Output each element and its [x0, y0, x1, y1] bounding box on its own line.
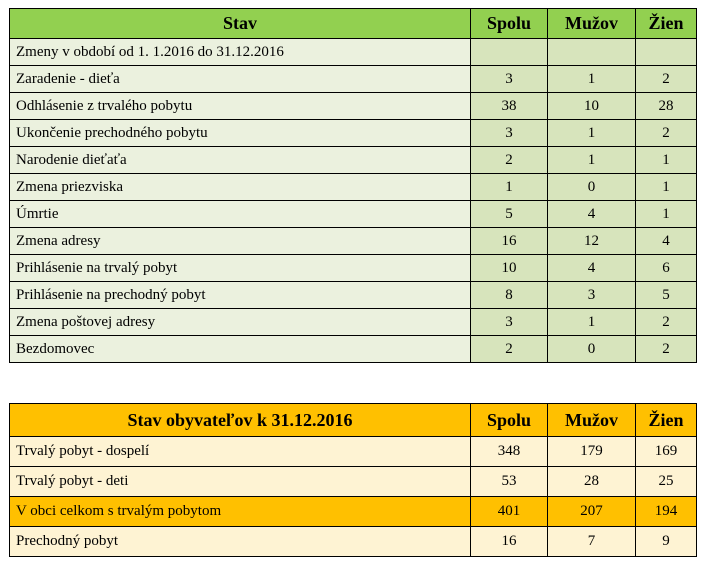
cell-muzov: 0	[548, 174, 636, 201]
changes-table	[9, 8, 697, 363]
cell-muzov: 3	[548, 282, 636, 309]
population-table-header	[10, 404, 697, 437]
row-label: Narodenie dieťaťa	[10, 147, 471, 174]
cell-spolu: 16	[471, 228, 548, 255]
cell-muzov: 10	[548, 93, 636, 120]
cell-muzov: 0	[548, 336, 636, 363]
cell-spolu: 2	[471, 336, 548, 363]
table-row	[10, 527, 697, 557]
table-row	[10, 66, 697, 93]
table-row	[10, 467, 697, 497]
cell-zien: 9	[636, 527, 697, 557]
cell-zien	[636, 39, 697, 66]
row-label: Odhlásenie z trvalého pobytu	[10, 93, 471, 120]
cell-zien: 1	[636, 147, 697, 174]
cell-spolu	[471, 39, 548, 66]
cell-zien: 2	[636, 120, 697, 147]
row-label: Zmena poštovej adresy	[10, 309, 471, 336]
row-label: Úmrtie	[10, 201, 471, 228]
cell-zien: 169	[636, 437, 697, 467]
table-row	[10, 93, 697, 120]
header-stav-obyvatelov: Stav obyvateľov k 31.12.2016	[10, 404, 471, 437]
cell-spolu: 38	[471, 93, 548, 120]
cell-zien: 6	[636, 255, 697, 282]
table-row	[10, 437, 697, 467]
row-label: Trvalý pobyt - dospelí	[10, 437, 471, 467]
cell-spolu: 3	[471, 120, 548, 147]
table-row	[10, 120, 697, 147]
cell-zien: 194	[636, 497, 697, 527]
table-row	[10, 282, 697, 309]
cell-spolu: 16	[471, 527, 548, 557]
row-label: Zmena adresy	[10, 228, 471, 255]
header-spolu: Spolu	[471, 404, 548, 437]
table-row	[10, 309, 697, 336]
row-label: Zmena priezviska	[10, 174, 471, 201]
changes-table-header	[10, 9, 697, 39]
table-row	[10, 228, 697, 255]
cell-spolu: 8	[471, 282, 548, 309]
cell-zien: 4	[636, 228, 697, 255]
cell-muzov: 4	[548, 255, 636, 282]
header-muzov: Mužov	[548, 9, 636, 39]
cell-muzov: 179	[548, 437, 636, 467]
row-label: Prihlásenie na prechodný pobyt	[10, 282, 471, 309]
cell-muzov	[548, 39, 636, 66]
cell-zien: 2	[636, 309, 697, 336]
row-label: Zaradenie - dieťa	[10, 66, 471, 93]
cell-muzov: 28	[548, 467, 636, 497]
table-row	[10, 39, 697, 66]
cell-zien: 2	[636, 66, 697, 93]
header-zien: Žien	[636, 404, 697, 437]
table-row	[10, 336, 697, 363]
header-spolu: Spolu	[471, 9, 548, 39]
table-row-total	[10, 497, 697, 527]
cell-muzov: 1	[548, 120, 636, 147]
cell-spolu: 3	[471, 66, 548, 93]
cell-spolu: 53	[471, 467, 548, 497]
row-label: V obci celkom s trvalým pobytom	[10, 497, 471, 527]
cell-zien: 2	[636, 336, 697, 363]
cell-zien: 1	[636, 201, 697, 228]
header-muzov: Mužov	[548, 404, 636, 437]
row-label: Bezdomovec	[10, 336, 471, 363]
cell-muzov: 7	[548, 527, 636, 557]
cell-spolu: 3	[471, 309, 548, 336]
row-label: Ukončenie prechodného pobytu	[10, 120, 471, 147]
cell-zien: 25	[636, 467, 697, 497]
cell-spolu: 10	[471, 255, 548, 282]
cell-spolu: 2	[471, 147, 548, 174]
cell-muzov: 4	[548, 201, 636, 228]
table-row	[10, 255, 697, 282]
table-row	[10, 147, 697, 174]
row-label: Trvalý pobyt - deti	[10, 467, 471, 497]
cell-spolu: 5	[471, 201, 548, 228]
row-label: Prihlásenie na trvalý pobyt	[10, 255, 471, 282]
table-row	[10, 201, 697, 228]
cell-muzov: 207	[548, 497, 636, 527]
cell-muzov: 1	[548, 66, 636, 93]
header-stav: Stav	[10, 9, 471, 39]
cell-muzov: 1	[548, 147, 636, 174]
row-label: Prechodný pobyt	[10, 527, 471, 557]
cell-zien: 1	[636, 174, 697, 201]
header-zien: Žien	[636, 9, 697, 39]
table-row	[10, 174, 697, 201]
population-table	[9, 403, 697, 557]
cell-zien: 5	[636, 282, 697, 309]
cell-spolu: 348	[471, 437, 548, 467]
cell-muzov: 1	[548, 309, 636, 336]
cell-spolu: 401	[471, 497, 548, 527]
cell-spolu: 1	[471, 174, 548, 201]
row-label: Zmeny v období od 1. 1.2016 do 31.12.2016	[10, 39, 471, 66]
cell-zien: 28	[636, 93, 697, 120]
cell-muzov: 12	[548, 228, 636, 255]
